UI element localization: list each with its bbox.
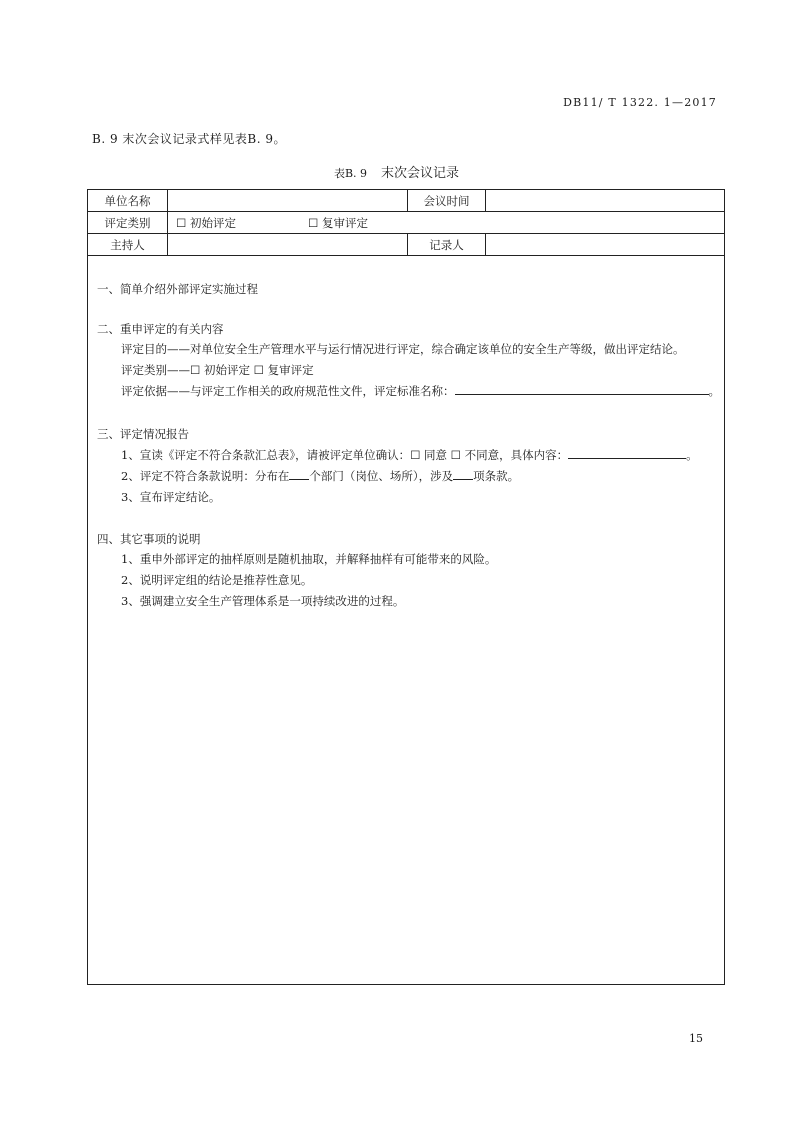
details-blank[interactable] [568,445,686,459]
unit-name-field[interactable] [168,190,408,211]
dept-count-blank[interactable] [289,466,309,480]
meeting-time-label: 会议时间 [408,190,486,211]
intro-text: B. 9 末次会议记录式样见表B. 9。 [92,132,286,146]
eval-type-line: 评定类别——☐ 初始评定 ☐ 复审评定 [121,363,314,377]
clause-count-blank[interactable] [453,466,473,480]
other-item-1: 1、重申外部评定的抽样原则是随机抽取，并解释抽样有可能带来的风险。 [121,552,497,566]
eval-basis-end: 。 [708,384,720,398]
report-item-2-a: 2、评定不符合条款说明：分布在 [121,469,290,483]
table-title-text: 末次会议记录 [381,166,460,181]
unit-name-label: 单位名称 [88,190,168,211]
report-item-1-text: 1、宣读《评定不符合条款汇总表》，请被评定单位确认：☐ 同意 ☐ 不同意，具体内容： [121,448,569,462]
host-field[interactable] [168,234,408,255]
host-label: 主持人 [88,234,168,255]
report-item-2-c: 项条款。 [473,469,520,483]
section-4-title: 四、其它事项的说明 [97,532,201,546]
report-item-1 [121,445,698,466]
eval-type-label: 评定类别 [88,212,168,233]
form-row-host [88,234,724,256]
report-item-2-b: 个部门（岗位、场所），涉及 [309,469,454,483]
review-eval-checkbox[interactable]: ☐ 复审评定 [308,215,368,230]
meeting-record-form [87,189,725,985]
section-2-title: 二、重申评定的有关内容 [97,322,224,336]
document-code: DB11/ T 1322. 1—2017 [563,96,717,109]
page-number: 15 [689,1032,703,1045]
initial-eval-checkbox[interactable]: ☐ 初始评定 [176,215,236,230]
report-item-3: 3、宣布评定结论。 [121,490,221,504]
standard-name-blank[interactable] [455,381,709,395]
section-3-title: 三、评定情况报告 [97,427,189,441]
eval-basis-text: 评定依据——与评定工作相关的政府规范性文件，评定标准名称： [121,384,455,398]
report-item-1-end: 。 [686,448,698,462]
meeting-time-field[interactable] [486,190,724,211]
table-number: 表B. 9 [333,167,368,180]
other-item-3: 3、强调建立安全生产管理体系是一项持续改进的过程。 [121,594,405,608]
record-body [88,257,724,984]
table-title [0,162,793,181]
section-1-title: 一、简单介绍外部评定实施过程 [97,282,258,296]
other-item-2: 2、说明评定组的结论是推荐性意见。 [121,573,313,587]
recorder-field[interactable] [486,234,724,255]
eval-purpose-line: 评定目的——对单位安全生产管理水平与运行情况进行评定，综合确定该单位的安全生产等级，做出评定结论。 [121,342,685,356]
eval-basis-line [121,381,720,402]
report-item-2 [121,466,519,487]
form-row-unit [88,190,724,212]
form-row-type [88,212,724,234]
recorder-label: 记录人 [408,234,486,255]
